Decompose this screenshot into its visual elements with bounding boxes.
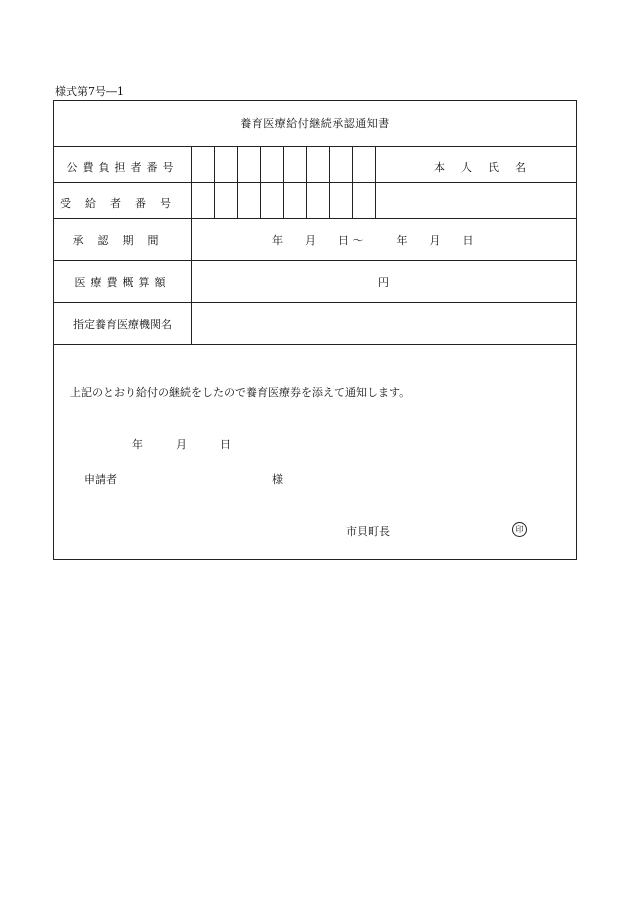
yen-unit: 円 (378, 276, 389, 289)
row-divider (54, 146, 576, 147)
form-number: 様式第7号―1 (55, 85, 124, 98)
digit-divider (375, 146, 376, 218)
medical-cost-label: 医療費概算額 (74, 276, 171, 289)
issuer-name: 市貝町長 (346, 525, 390, 538)
notice-form-table (53, 100, 577, 560)
digit-divider (306, 146, 307, 218)
approval-period-value: 年 月 日 〜 年 月 日 (272, 234, 474, 247)
row-divider (54, 344, 576, 345)
label-column-divider (191, 146, 192, 344)
notice-text: 上記のとおり給付の継続をしたので養育医療券を添えて通知します。 (70, 386, 411, 399)
institution-label: 指定養育医療機関名 (73, 318, 172, 331)
digit-divider (260, 146, 261, 218)
seal-mark-icon: 印 (512, 522, 527, 537)
approval-period-label: 承認期間 (72, 234, 173, 247)
recipient-number-label: 受給者番号 (60, 197, 185, 210)
row-divider (54, 218, 576, 219)
applicant-label: 申請者 (84, 473, 117, 486)
honorific-sama: 様 (272, 473, 283, 486)
digit-divider (352, 146, 353, 218)
document-title: 養育医療給付継続承認通知書 (240, 117, 390, 130)
digit-divider (214, 146, 215, 218)
row-divider (54, 302, 576, 303)
patient-name-label: 本人氏名 (434, 161, 542, 174)
notice-date: 年 月 日 (132, 438, 231, 451)
digit-divider (283, 146, 284, 218)
digit-divider (329, 146, 330, 218)
row-divider (54, 182, 576, 183)
row-divider (54, 260, 576, 261)
burden-number-label: 公費負担者番号 (66, 161, 179, 174)
digit-divider (237, 146, 238, 218)
